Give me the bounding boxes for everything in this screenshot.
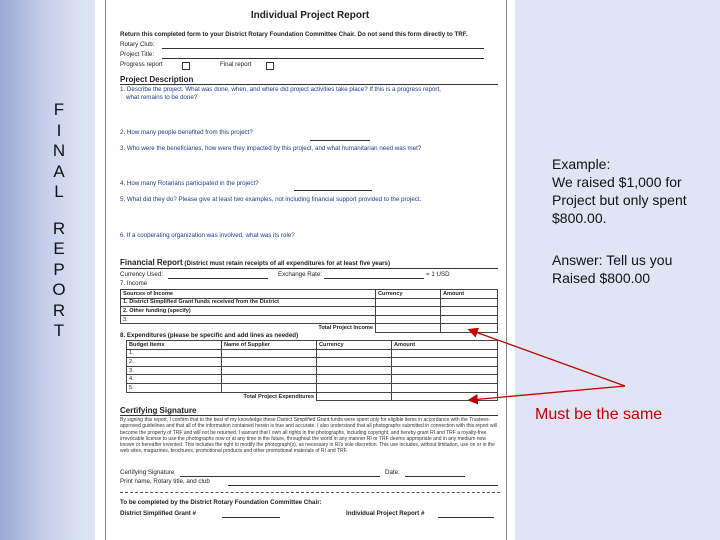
arrow-to-income-total (470, 330, 625, 386)
side-letter: R (52, 300, 66, 320)
note-line: Raised $800.00 (552, 270, 651, 286)
side-letter: L (54, 182, 64, 201)
side-letter: I (56, 120, 62, 140)
question-6: 6. If a cooperating organization was involved, what was its role? (120, 232, 295, 239)
total-income-label: Total Project Income (318, 325, 373, 332)
income-header-source: Sources of Income (121, 290, 376, 299)
progress-report-label: Progress report (120, 61, 163, 68)
total-expenditures-label: Total Project Expenditures (243, 393, 314, 400)
side-letter: R (52, 218, 66, 238)
side-letter: P (53, 259, 65, 279)
question-4: 4. How many Rotarians participated in the project? (120, 180, 259, 187)
side-letter: E (53, 239, 65, 258)
question-5: 5. What did they do? Please give at least two examples, not including financial support provided to the project. (120, 196, 422, 203)
financial-heading: Financial Report (120, 258, 183, 267)
side-letter: N (52, 141, 66, 160)
certifying-signature-label: Certifying Signature (120, 469, 175, 476)
side-letter: A (53, 161, 65, 181)
question-1-cont: what remains to be done? (126, 94, 198, 101)
side-letter: F (53, 100, 65, 119)
rotary-club-label: Rotary Club: (120, 41, 155, 48)
note-line: Project but only spent (552, 192, 687, 208)
income-header-currency: Currency (376, 290, 441, 299)
expense-header-amount: Amount (392, 341, 498, 350)
expenditures-label: 8. Expenditures (please be specific and add lines as needed) (120, 332, 299, 339)
note-line: We raised $1,000 for (552, 174, 682, 190)
exchange-rate-label: Exchange Rate: (278, 271, 323, 278)
note-line: Answer: Tell us you (552, 252, 673, 268)
side-letter: O (52, 280, 66, 299)
project-description-heading: Project Description (120, 75, 194, 84)
print-name-label: Print name, Rotary title, and club (120, 478, 210, 485)
income-row-label: 2. Other funding (specify) (121, 307, 376, 316)
date-label: Date: (385, 469, 400, 476)
side-letter: T (53, 321, 65, 340)
expense-row-label: 2. (127, 358, 222, 367)
project-title-label: Project Title: (120, 51, 155, 58)
usd-label: = 1 USD (426, 271, 450, 278)
financial-note: (District must retain receipts of all expenditures for at least five years) (184, 260, 391, 267)
income-row-label: 1. District Simplified Grant funds received from the District (121, 298, 376, 307)
certifying-text: By signing this report, I confirm that to the best of my knowledge these District Simplified Grant funds were spent only for eligible items in accordance with the Trustees-approved guidelines and that all of the information contained herein is true and accurate. I also understand that all photographs submitted in connection with this report will become the property of TRF and will not be returned. I warrant that I own all rights in the photographs, including copyright, and hereby grant RI and TRF a royalty-free irrevocable license to use the photographs now or at any time in the future, throughout the world in any manner RI or TRF deems appropriate and in any medium now known or hereafter invented. This includes the right to modify the photograph(s), as necessary in RI's sole discretion. This use includes, without limitation, use on or in the web sites, magazines, brochures, promotional products and other promotional materials of RI and TRF. (120, 417, 497, 455)
currency-used-label: Currency Used: (120, 271, 163, 278)
expense-header-items: Budget Items (127, 341, 222, 350)
district-grant-label: District Simplified Grant # (120, 510, 196, 517)
income-header-amount: Amount (441, 290, 498, 299)
note-line: Example: (552, 156, 611, 172)
arrow-to-expenditure-total (470, 386, 625, 400)
final-report-label: Final report (220, 61, 252, 68)
expense-row-label: 4. (127, 375, 222, 384)
note-line: $800.00. (552, 210, 607, 226)
expense-row-label: 3. (127, 366, 222, 375)
income-row-label: 3. (121, 315, 376, 324)
question-3: 3. Who were the beneficiaries, how were they impacted by this project, and what humanitarian need was met? (120, 145, 422, 152)
individual-report-label: Individual Project Report # (346, 510, 425, 517)
expense-row-label: 5. (127, 383, 222, 392)
must-be-same-note: Must be the same (535, 406, 663, 423)
form-instruction: Return this completed form to your District Rotary Foundation Committee Chair. Do not send this form directly to TRF. (120, 31, 468, 38)
expense-row-label: 1. (127, 349, 222, 358)
certifying-heading: Certifying Signature (120, 406, 197, 415)
committee-line: To be completed by the District Rotary Foundation Committee Chair: (120, 499, 322, 506)
expense-header-currency: Currency (317, 341, 392, 350)
question-2: 2. How many people benefited from this project? (120, 129, 253, 136)
question-1: 1. Describe the project. What was done, when, and where did project activities take place? If this is a progress report, (120, 86, 441, 93)
income-label: 7. Income (120, 280, 148, 287)
expense-header-supplier: Name of Supplier (222, 341, 317, 350)
form-title: Individual Project Report (250, 10, 370, 21)
